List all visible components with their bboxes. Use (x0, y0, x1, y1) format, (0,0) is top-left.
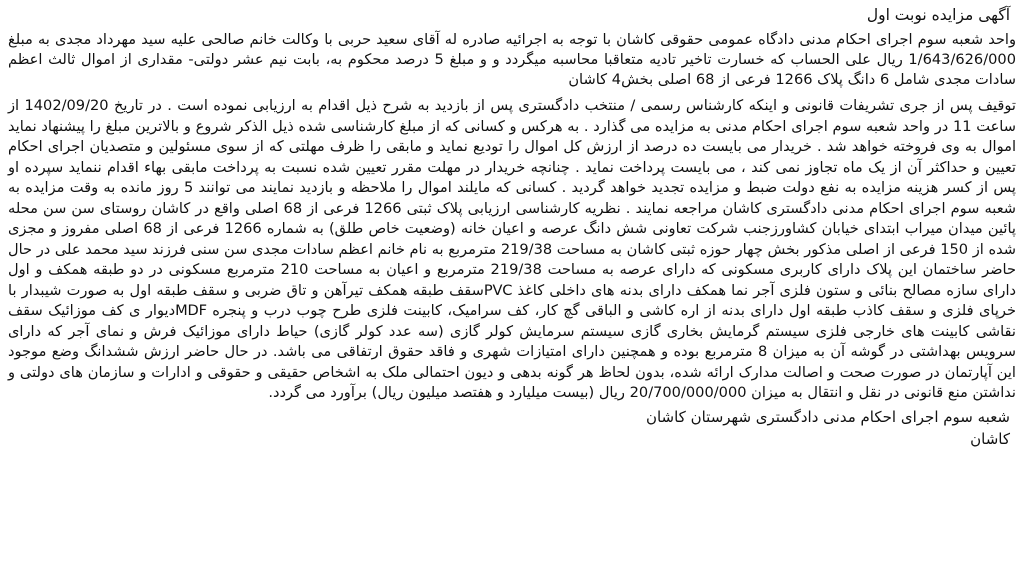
signature-office: شعبه سوم اجرای احکام مدنی دادگستری شهرستان کاشان (645, 407, 1010, 426)
notice-body-paragraph: توقیف پس از جری تشریفات قانونی و اینکه کارشناس رسمی / منتخب دادگستری پس از بازدید به شرح ذیل اقدام به ارزیابی نموده است . در تاریخ 1402/09/20 از ساعت 11 در واحد شعبه سوم اجرای احکام مدنی به مزایده می گذارد . به هرکس و کسانی که از مبلغ کارشناسی شده ذیل الذکر شروع و بالاترین مبلغ را پیشنهاد نماید اموال به وی فروخته خواهد شد . خریدار می بایست ده درصد از ارزش کل اموال را تودیع نماید و مابقی را ظرف مهلتی که از سوی مسئولین و متصدیان اجرای احکام تعیین و حداکثر آن از یک ماه تجاوز نمی کند ، می بایست پرداخت نماید . چنانچه خریدار در مهلت مقرر تعیین شده نسبت به پرداخت مابقی بهاء اقدام ننماید سپرده او پس از کسر هزینه مزایده به نفع دولت ضبط و مزایده تجدید خواهد گردید . کسانی که مایلند اموال را ملاحظه و بازدید نمایند می توانند 5 روز مانده به وقت مزایده به شعبه سوم اجرای احکام مدنی دادگستری کاشان مراجعه نمایند . نظریه کارشناسی ارزیابی پلاک ثبتی 1266 فرعی از 68 اصلی واقع در کاشان روستای سن سن محله پائین میدان میراب ابتدای خیابان کشاورزجنب شرکت تعاونی شش دانگ عرصه و اعیان خانه (وضعیت خاص طلق) به شماره 1266 فرعی از 68 اصلی مفروز و مجزی شده از 150 فرعی از اصلی مذکور بخش چهار حوزه ثبتی کاشان به مساحت 219/38 مترمربع به نام خانم اعظم سادات مجدی سن سنی فرزند سید محمد علی در حال حاضر ساختمان این پلاک دارای کاربری مسکونی که دارای عرصه به مساحت 219/38 مترمربع و اعیان به مساحت 210 مترمربع مسکونی در دو طبقه همکف و اول دارای سازه مصالح بنائی و ستون فلزی آجر نما همکف دارای بدنه های داخلی کاغذ PVCسقف طبقه همکف تیرآهن و تاق ضربی و سقف طبقه اول به صورت شیبدار با خرپای فلزی و سقف کاذب طبقه اول دارای بدنه از اره کاشی و الباقی گچ کار، کف سرامیک، کابینت فلزی طرح چوب درب و پنجره MDFدیوار ی کف موزائیک سقف نقاشی کابینت های خارجی فلزی سیستم گرمایش بخاری گازی سیستم سرمایش کولر گازی (سه عدد کولر گازی) حیاط دارای موزائیک فرش و نمای آجر که دارای سرویس بهداشتی در گوشه آن به میزان 8 مترمربع بوده و همچنین دارای امتیازات شهری و فاقد حقوق ارتفاقی می باشد. در حال حاضر ارزش ششدانگ وضع موجود این آپارتمان در صورت صحت و اصالت مدارک ارائه شده، بدون لحاظ هر گونه بدهی و دیون احتمالی ملک به اشخاص حقیقی و حقوقی و ادارات و سازمان های دولتی و نداشتن منع قانونی در نقل و انتقال به میزان 20/700/000/000 ریال (بیست میلیارد و هفتصد میلیون ریال) برآورد می گردد. (7, 97, 1017, 401)
notice-title: آگهی مزایده نوبت اول (866, 6, 1010, 24)
signature-city: کاشان (970, 429, 1010, 448)
notice-intro-paragraph: واحد شعبه سوم اجرای احکام مدنی دادگاه عمومی حقوقی کاشان با توجه به اجرائیه صادره له آقای سعید حربی با وکالت خانم صالحی علیه سید مهرداد مجدی به مبلغ 1/643/626/000 ریال علی الحساب که خسارت تاخیر تادیه متعاقبا محاسبه میگردد و و مبلغ 5 درصد محکوم به، بابت نیم عشر دولتی- مقداری از اموال ثالث اعظم سادات مجدی شامل 6 دانگ پلاک 1266 فرعی از 68 اصلی بخش4 کاشان (8, 31, 1016, 88)
notice-signature (8, 406, 1010, 450)
